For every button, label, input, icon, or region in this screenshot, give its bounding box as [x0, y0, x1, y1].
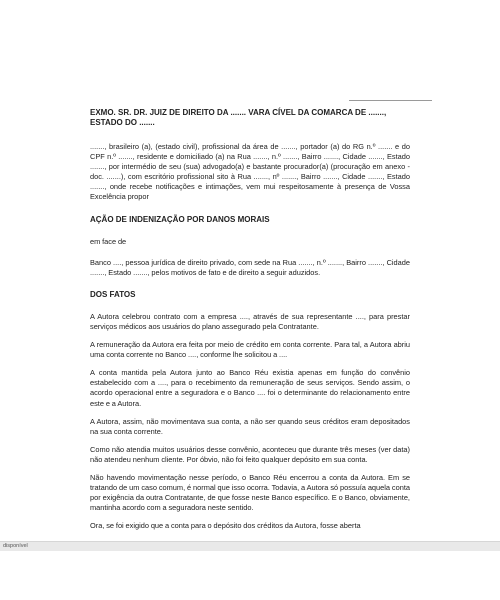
bottom-blank-area — [0, 551, 500, 600]
intro-paragraph: ......., brasileiro (a), (estado civil), profissional da área de ......., portador (a) do RG n.º ....... e do CPF n.º ......., residente e domiciliado (a) na Rua ......., n.º ......., Bairro ......., Cidade ......., Estado ......., por intermédio de seu (sua) advogado(a) e bastante procurador(a) (procuração em anexo - doc. .......), com escritório profissional sito à Rua ......., nº ......., Bairro ......., Cidade ......., Estado ......., onde recebe notificações e intimações, vem mui respeitosamente à presença de Vossa Excelência propor — [90, 142, 410, 202]
facts-paragraph-7: Ora, se foi exigido que a conta para o depósito dos créditos da Autora, fosse aberta — [90, 521, 361, 531]
availability-status: disponível — [3, 543, 28, 549]
facts-paragraph-6: Não havendo movimentação nesse período, o Banco Réu encerrou a conta da Autora. Em se tratando de um caso comum, é normal que isso ocorra. Todavia, a Autora só possuía aquela conta por exigência da outra Contratante, de que fosse neste Banco específico. E o Banco, obviamente, mantinha acordo com a seguradora neste sentido. — [90, 472, 410, 513]
facts-paragraph-4: A Autora, assim, não movimentava sua conta, a não ser quando seus créditos eram depositados na sua conta corrente. — [90, 416, 410, 436]
status-bar — [0, 541, 500, 551]
facts-paragraph-3: A conta mantida pela Autora junto ao Banco Réu existia apenas em função do convênio estabelecido com a ...., para o recebimento da remuneração de seus serviços. Sendo assim, o acordo operacional entre a seguradora e o Banco .... foi o determinante do relacionamento entre este e a Autora. — [90, 368, 410, 408]
facts-paragraph-5: Como não atendia muitos usuários desse convênio, aconteceu que durante três meses (ver data) não atendeu nenhum cliente. Por óbvio, não foi feito qualquer depósito em sua conta. — [90, 444, 410, 464]
facts-paragraph-2: A remuneração da Autora era feita por meio de crédito em conta corrente. Para tal, a Autora abriu uma conta corrente no Banco ...., conforme lhe solicitou a .... — [90, 340, 410, 360]
facts-title: DOS FATOS — [90, 289, 136, 299]
facts-paragraph-1: A Autora celebrou contrato com a empresa ...., através de sua representante ...., para prestar serviços médicos aos usuários do plano assegurado pela Contratante. — [90, 311, 410, 331]
against-label: em face de — [90, 236, 127, 246]
defendant-paragraph: Banco ...., pessoa jurídica de direito privado, com sede na Rua ......., n.º ......., Bairro ......., Cidade ......., Estado ......., pelos motivos de fato e de direito a seguir aduzidos. — [90, 257, 410, 277]
document-title: EXMO. SR. DR. JUIZ DE DIREITO DA ....... VARA CÍVEL DA COMARCA DE ......., ESTADO DO ....... — [90, 108, 387, 127]
document-body — [90, 108, 410, 531]
header-rule — [349, 100, 432, 101]
action-title: AÇÃO DE INDENIZAÇÃO POR DANOS MORAIS — [90, 214, 270, 224]
